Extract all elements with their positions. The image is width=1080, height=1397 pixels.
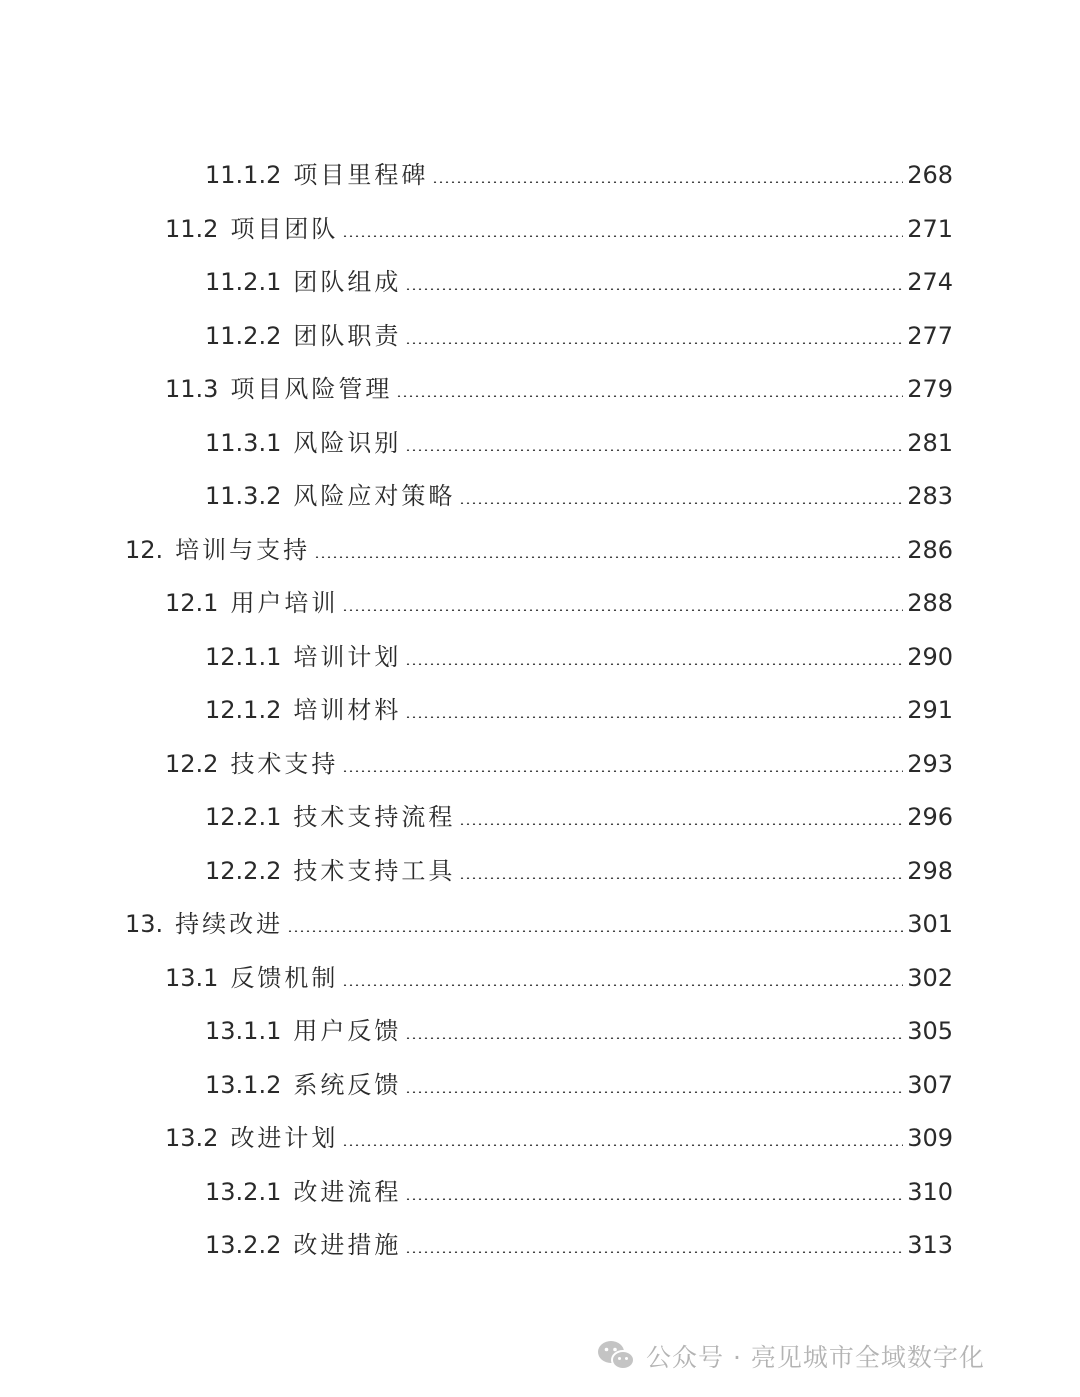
toc-entry-title: 培训材料 bbox=[293, 696, 402, 724]
toc-entry bbox=[205, 790, 953, 844]
toc-entry-page: 296 bbox=[907, 803, 953, 831]
toc-entry-number: 11.2 bbox=[165, 214, 219, 243]
toc-entry bbox=[205, 255, 953, 309]
toc-entry bbox=[165, 362, 953, 416]
dot-leader bbox=[459, 823, 903, 825]
toc-entry-title: 风险识别 bbox=[293, 428, 402, 457]
toc-entry-page: 279 bbox=[907, 375, 953, 403]
toc-entry-title: 项目团队 bbox=[230, 214, 339, 243]
dot-leader bbox=[342, 984, 903, 986]
toc-entry bbox=[165, 737, 953, 791]
toc-entry-page: 277 bbox=[907, 321, 953, 350]
dot-leader bbox=[342, 770, 903, 772]
toc-entry-number: 13. bbox=[125, 910, 164, 938]
toc-entry-number: 13.2.1 bbox=[205, 1177, 282, 1206]
toc-entry bbox=[125, 523, 953, 577]
toc-entry bbox=[205, 148, 953, 202]
watermark-text: 公众号 · 亮见城市全域数字化 bbox=[646, 1343, 985, 1372]
toc-entry-number: 11.3.1 bbox=[205, 428, 282, 457]
toc-entry-page: 307 bbox=[907, 1070, 953, 1099]
toc-entry bbox=[205, 1218, 953, 1272]
toc-entry-title: 持续改进 bbox=[175, 910, 284, 938]
toc-entry-page: 274 bbox=[907, 268, 953, 296]
toc-entry-title: 风险应对策略 bbox=[293, 482, 456, 510]
toc-entry-title: 用户培训 bbox=[230, 589, 339, 617]
dot-leader bbox=[405, 1037, 903, 1039]
toc-entry-title: 培训计划 bbox=[293, 642, 402, 671]
dot-leader bbox=[342, 609, 903, 611]
toc-entry-number: 12. bbox=[125, 535, 164, 564]
toc-entry-page: 298 bbox=[907, 856, 953, 885]
toc-entry-page: 290 bbox=[907, 642, 953, 671]
toc-entry bbox=[205, 309, 953, 363]
toc-entry-title: 培训与支持 bbox=[175, 535, 311, 564]
toc-entry-number: 12.1.1 bbox=[205, 642, 282, 671]
dot-leader bbox=[459, 502, 903, 504]
toc-entry-number: 12.2.2 bbox=[205, 856, 282, 885]
toc-entry-title: 系统反馈 bbox=[293, 1070, 402, 1099]
dot-leader bbox=[432, 181, 903, 183]
watermark bbox=[596, 1336, 985, 1376]
toc-entry bbox=[205, 1004, 953, 1058]
toc-entry-number: 11.3 bbox=[165, 375, 219, 403]
toc-entry bbox=[205, 1058, 953, 1112]
toc-entry-page: 291 bbox=[907, 696, 953, 724]
toc-entry-number: 13.1 bbox=[165, 963, 219, 992]
toc-entry-number: 13.2 bbox=[165, 1124, 219, 1152]
dot-leader bbox=[405, 1251, 903, 1253]
toc-entry-number: 13.1.1 bbox=[205, 1017, 282, 1045]
toc-entry bbox=[205, 683, 953, 737]
toc-entry-page: 283 bbox=[907, 482, 953, 510]
dot-leader bbox=[405, 1091, 903, 1093]
toc-entry-title: 项目风险管理 bbox=[230, 375, 393, 403]
dot-leader bbox=[405, 342, 903, 344]
toc-entry-page: 313 bbox=[907, 1231, 953, 1259]
toc-entry-title: 改进计划 bbox=[230, 1124, 339, 1152]
wechat-icon bbox=[596, 1339, 636, 1373]
toc-entry-page: 310 bbox=[907, 1177, 953, 1206]
toc-entry-title: 技术支持 bbox=[230, 749, 339, 778]
dot-leader bbox=[342, 235, 903, 237]
toc-entry bbox=[165, 1111, 953, 1165]
toc-entry-title: 改进流程 bbox=[293, 1177, 402, 1206]
toc-entry-number: 12.2.1 bbox=[205, 803, 282, 831]
toc-entry-title: 团队组成 bbox=[293, 268, 402, 296]
toc-entry-number: 11.2.2 bbox=[205, 321, 282, 350]
toc-entry-title: 技术支持工具 bbox=[293, 856, 456, 885]
toc-entry bbox=[205, 1165, 953, 1219]
toc-entry-number: 11.1.2 bbox=[205, 161, 282, 189]
toc-entry-title: 项目里程碑 bbox=[293, 161, 429, 189]
toc-entry-title: 改进措施 bbox=[293, 1231, 402, 1259]
dot-leader bbox=[405, 1198, 903, 1200]
toc-entry bbox=[205, 469, 953, 523]
toc-entry bbox=[205, 630, 953, 684]
toc-entry-page: 305 bbox=[907, 1017, 953, 1045]
toc-entry-page: 301 bbox=[907, 910, 953, 938]
toc-entry-number: 12.1 bbox=[165, 589, 219, 617]
toc-entry-page: 293 bbox=[907, 749, 953, 778]
toc-entry-title: 反馈机制 bbox=[230, 963, 339, 992]
toc-entry-number: 13.1.2 bbox=[205, 1070, 282, 1099]
dot-leader bbox=[405, 288, 903, 290]
toc-entry-number: 13.2.2 bbox=[205, 1231, 282, 1259]
toc-entry-title: 用户反馈 bbox=[293, 1017, 402, 1045]
toc-entry bbox=[165, 202, 953, 256]
toc-entry-number: 11.2.1 bbox=[205, 268, 282, 296]
toc-entry-number: 12.1.2 bbox=[205, 696, 282, 724]
dot-leader bbox=[459, 877, 903, 879]
toc-entry-page: 302 bbox=[907, 963, 953, 992]
toc-entry bbox=[165, 951, 953, 1005]
toc-entry bbox=[165, 576, 953, 630]
dot-leader bbox=[405, 449, 903, 451]
toc-entry-number: 12.2 bbox=[165, 749, 219, 778]
toc-entry-page: 286 bbox=[907, 535, 953, 564]
toc-entry bbox=[205, 844, 953, 898]
toc-entry bbox=[125, 897, 953, 951]
toc-entry-page: 268 bbox=[907, 161, 953, 189]
toc-entry bbox=[205, 416, 953, 470]
toc-entry-page: 281 bbox=[907, 428, 953, 457]
toc-entry-page: 288 bbox=[907, 589, 953, 617]
dot-leader bbox=[287, 930, 903, 932]
toc-entry-title: 技术支持流程 bbox=[293, 803, 456, 831]
toc-entry-page: 271 bbox=[907, 214, 953, 243]
toc-entry-number: 11.3.2 bbox=[205, 482, 282, 510]
toc-entry-page: 309 bbox=[907, 1124, 953, 1152]
dot-leader bbox=[405, 716, 903, 718]
dot-leader bbox=[314, 556, 903, 558]
toc-entry-title: 团队职责 bbox=[293, 321, 402, 350]
dot-leader bbox=[405, 663, 903, 665]
dot-leader bbox=[342, 1144, 903, 1146]
dot-leader bbox=[396, 395, 903, 397]
